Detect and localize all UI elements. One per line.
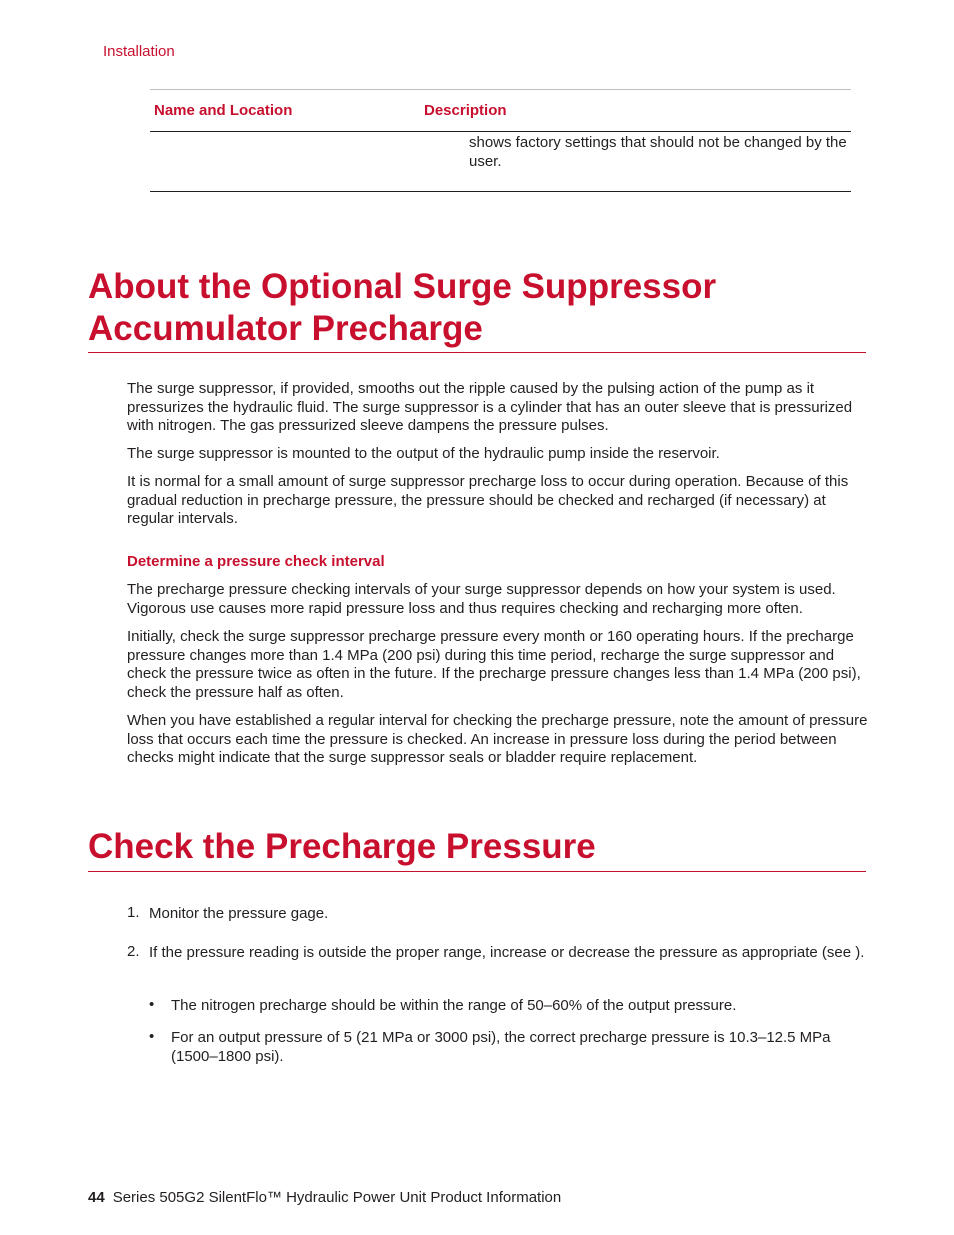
- heading-rule: [88, 871, 866, 872]
- heading-line-2: Accumulator Precharge: [88, 309, 483, 348]
- table-header-rule: [150, 131, 851, 132]
- table-bottom-rule: [150, 191, 851, 192]
- step-text: If the pressure reading is outside the proper range, increase or decrease the pressure as appropriate (see ).: [149, 944, 865, 961]
- heading-line-1: About the Optional Surge Suppressor: [88, 267, 717, 306]
- table-top-rule: [150, 89, 851, 90]
- step-number: 2.: [127, 943, 140, 960]
- bullet-text: The nitrogen precharge should be within the range of 50–60% of the output pressure.: [171, 997, 737, 1014]
- section-heading-surge-suppressor: [88, 266, 866, 350]
- paragraph: It is normal for a small amount of surge suppressor precharge loss to occur during operation. Because of this gradual reduction in precharge pressure, the pressure should be checked and recharged (if necessary) at regular intervals.: [127, 473, 849, 527]
- heading-rule: [88, 352, 866, 353]
- table-cell-description: shows factory settings that should not be changed by the user.: [469, 134, 847, 170]
- page-number: 44: [88, 1189, 105, 1206]
- subheading-pressure-check-interval: Determine a pressure check interval: [127, 553, 385, 570]
- paragraph: The precharge pressure checking intervals of your surge suppressor depends on how your system is used. Vigorous use causes more rapid pressure loss and thus requires checking and recharging more often.: [127, 581, 836, 617]
- column-header-description: Description: [424, 102, 507, 119]
- paragraph: The surge suppressor, if provided, smooths out the ripple caused by the pulsing action of the pump as it pressurizes the hydraulic fluid. The surge suppressor is a cylinder that has an outer sleeve that is pressurized with nitrogen. The gas pressurized sleeve dampens the pressure pulses.: [127, 380, 853, 434]
- step-number: 1.: [127, 904, 140, 921]
- document-title: Series 505G2 SilentFlo™ Hydraulic Power Unit Product Information: [112, 1189, 562, 1206]
- step-text: Monitor the pressure gage.: [149, 905, 329, 922]
- section-heading-check-precharge: Check the Precharge Pressure: [88, 827, 596, 866]
- paragraph: Initially, check the surge suppressor precharge pressure every month or 160 operating hours. If the precharge pressure changes more than 1.4 MPa (200 psi) during this time period, recharge the surge suppressor and check the pressure twice as often in the future. If the precharge pressure changes less than 1.4 MPa (200 psi), check the pressure half as often.: [127, 628, 861, 701]
- bullet-mark: •: [149, 1028, 155, 1045]
- bullet-text: For an output pressure of 5 (21 MPa or 3000 psi), the correct precharge pressure is 10.3–12.5 MPa (1500–1800 psi).: [171, 1029, 831, 1065]
- page-footer: [88, 1189, 561, 1206]
- column-header-name-location: Name and Location: [154, 102, 293, 119]
- paragraph: The surge suppressor is mounted to the output of the hydraulic pump inside the reservoir.: [127, 445, 720, 462]
- bullet-mark: •: [149, 996, 155, 1013]
- paragraph: When you have established a regular interval for checking the precharge pressure, note the amount of pressure loss that occurs each time the pressure is checked. An increase in pressure loss during the period between checks might indicate that the surge suppressor seals or bladder require replacement.: [127, 712, 868, 766]
- section-breadcrumb[interactable]: Installation: [103, 43, 175, 60]
- parameter-table: [150, 89, 851, 193]
